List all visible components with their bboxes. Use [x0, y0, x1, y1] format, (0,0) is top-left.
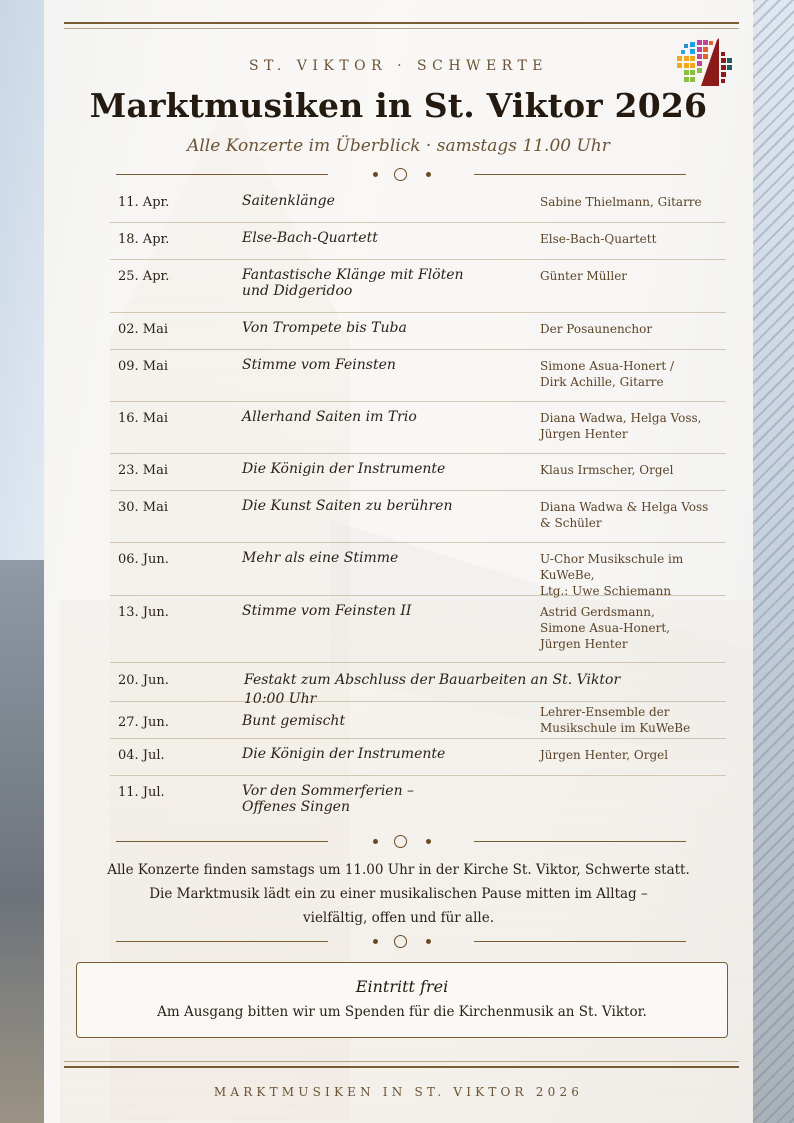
divider-dot	[373, 172, 378, 177]
concert-title-line: Vor den Sommerferien –	[242, 783, 415, 799]
concert-date: 23. Mai	[118, 463, 169, 478]
info-line: vielfältig, offen und für alle.	[303, 910, 494, 926]
footer-text: MARKTMUSIKEN IN ST. VIKTOR 2026	[213, 1085, 584, 1099]
concert-title-line: Fantastische Klänge mit Flöten	[242, 267, 464, 283]
performer-line: U-Chor Musikschule im KuWeBe,	[540, 552, 684, 582]
concert-title-line: Die Königin der Instrumente	[242, 461, 446, 477]
schedule-row	[110, 543, 726, 596]
schedule-row	[110, 739, 726, 776]
concert-title	[242, 402, 540, 425]
info-line: Die Marktmusik lädt ein zu einer musikalischen Pause mitten im Alltag –	[149, 886, 648, 902]
performer-line: Ltg.: Uwe Schiemann	[540, 584, 672, 598]
divider-ring	[394, 835, 407, 848]
concert-title-line: Bunt gemischt	[242, 713, 346, 729]
divider-ring	[394, 935, 407, 948]
info-text	[44, 858, 753, 930]
info-line: Alle Konzerte finden samstags um 11.00 Uhr in der Kirche St. Viktor, Schwerte statt.	[107, 862, 690, 878]
concert-performer	[540, 491, 726, 531]
divider-line	[116, 941, 328, 942]
concert-title	[242, 186, 540, 209]
concert-date: 11. Jul.	[118, 785, 165, 800]
performer-line: Diana Wadwa, Helga Voss,	[540, 411, 702, 425]
concert-performer	[540, 402, 726, 442]
performer-line: Diana Wadwa & Helga Voss	[540, 500, 709, 514]
concert-date: 04. Jul.	[118, 748, 165, 763]
schedule-row	[110, 454, 726, 491]
schedule-row	[110, 402, 726, 454]
divider-line	[116, 841, 328, 842]
concert-title	[242, 454, 540, 477]
concert-title	[242, 491, 540, 514]
concert-performer	[540, 739, 726, 763]
schedule-row	[110, 776, 726, 824]
divider-line	[116, 174, 328, 175]
trees-image	[753, 0, 794, 1123]
ornament-divider	[116, 168, 686, 182]
concert-performer	[540, 350, 726, 390]
concert-performer	[540, 186, 726, 210]
concert-title-line: 10:00 Uhr	[244, 691, 317, 707]
concert-title	[242, 223, 540, 246]
performer-line: Günter Müller	[540, 269, 628, 283]
rule-thin	[64, 1061, 739, 1062]
concert-title	[242, 543, 540, 566]
divider-dot	[373, 839, 378, 844]
schedule-row	[110, 596, 726, 663]
performer-line: Jürgen Henter	[540, 427, 628, 441]
top-double-rule	[64, 22, 739, 29]
concert-title-line: Mehr als eine Stimme	[242, 550, 399, 566]
performer-line: & Schüler	[540, 516, 602, 530]
kicker: ST. VIKTOR · SCHWERTE	[248, 58, 549, 74]
concert-title-line: Die Kunst Saiten zu berühren	[242, 498, 453, 514]
concert-title-line: Die Königin der Instrumente	[242, 746, 446, 762]
schedule-row	[110, 223, 726, 260]
logo-spire	[701, 38, 719, 86]
concert-title-line: Stimme vom Feinsten	[242, 357, 396, 373]
admission-notice	[76, 962, 728, 1038]
concert-date: 20. Jun.	[118, 673, 169, 688]
concert-title-line: Festakt zum Abschluss der Bauarbeiten an St. Viktor	[244, 672, 621, 688]
parish-logo-icon	[675, 38, 737, 88]
schedule-row	[110, 260, 726, 313]
concert-date: 13. Jun.	[118, 605, 169, 620]
flyer-page	[44, 0, 753, 1123]
schedule-row	[110, 491, 726, 543]
performer-line: Dirk Achille, Gitarre	[540, 375, 664, 389]
schedule-row	[110, 663, 726, 707]
concert-title	[242, 739, 540, 762]
concert-schedule	[110, 186, 726, 824]
concert-title	[242, 702, 540, 729]
performer-line: Klaus Irmscher, Orgel	[540, 463, 674, 477]
concert-performer	[540, 313, 726, 337]
concert-date: 11. Apr.	[118, 195, 170, 210]
concert-performer	[540, 702, 726, 736]
page-subtitle: Alle Konzerte im Überblick · samstags 11.00 Uhr	[187, 136, 610, 156]
concert-performer	[540, 260, 726, 284]
divider-ring	[394, 168, 407, 181]
concert-performer	[540, 223, 726, 247]
concert-date: 16. Mai	[118, 411, 169, 426]
concert-title-line: Stimme vom Feinsten II	[242, 603, 412, 619]
concert-date: 02. Mai	[118, 322, 169, 337]
concert-title	[242, 596, 540, 619]
performer-line: Der Posaunenchor	[540, 322, 653, 336]
performer-line: Jürgen Henter, Orgel	[540, 748, 669, 762]
concert-performer	[540, 454, 726, 478]
performer-line: Jürgen Henter	[540, 637, 628, 651]
divider-line	[474, 174, 686, 175]
concert-title-line: Saitenklänge	[242, 193, 335, 209]
rule-thick	[64, 1066, 739, 1068]
concert-title	[242, 350, 540, 373]
performer-line: Sabine Thielmann, Gitarre	[540, 195, 702, 209]
divider-dot	[426, 839, 431, 844]
scaffolding-image	[0, 560, 44, 1123]
divider-dot	[426, 172, 431, 177]
concert-date: 30. Mai	[118, 500, 169, 515]
performer-line: Lehrer-Ensemble der	[540, 705, 670, 719]
divider-line	[474, 841, 686, 842]
bottom-double-rule	[64, 1061, 739, 1068]
performer-line: Else-Bach-Quartett	[540, 232, 657, 246]
concert-date: 25. Apr.	[118, 269, 170, 284]
schedule-row	[110, 313, 726, 350]
schedule-row	[110, 186, 726, 223]
concert-title	[242, 313, 540, 336]
performer-line: Simone Asua-Honert,	[540, 621, 670, 635]
concert-performer	[540, 543, 726, 599]
concert-title	[242, 260, 540, 299]
concert-title-line: Else-Bach-Quartett	[242, 230, 378, 246]
concert-date: 06. Jun.	[118, 552, 169, 567]
divider-dot	[426, 939, 431, 944]
admission-heading: Eintritt frei	[355, 977, 449, 996]
performer-line: Simone Asua-Honert /	[540, 359, 675, 373]
concert-title-line: Von Trompete bis Tuba	[242, 320, 407, 336]
schedule-row	[110, 350, 726, 402]
schedule-row	[110, 702, 726, 739]
concert-date: 27. Jun.	[118, 715, 169, 730]
ornament-divider	[116, 835, 686, 849]
rule-thin	[64, 28, 739, 29]
performer-line: Astrid Gerdsmann,	[540, 605, 655, 619]
ornament-divider	[116, 935, 686, 949]
divider-dot	[373, 939, 378, 944]
performer-line: Musikschule im KuWeBe	[540, 721, 691, 735]
concert-title	[242, 776, 540, 815]
concert-performer	[540, 596, 726, 652]
concert-date: 18. Apr.	[118, 232, 170, 247]
page-title: Marktmusiken in St. Viktor 2026	[89, 86, 708, 125]
concert-date: 09. Mai	[118, 359, 169, 374]
concert-title-line: Offenes Singen	[242, 799, 350, 815]
rule-thick	[64, 22, 739, 24]
concert-title-line: und Didgeridoo	[242, 283, 353, 299]
donation-text: Am Ausgang bitten wir um Spenden für die Kirchenmusik an St. Viktor.	[157, 1004, 647, 1020]
divider-line	[474, 941, 686, 942]
concert-title-line: Allerhand Saiten im Trio	[242, 409, 417, 425]
